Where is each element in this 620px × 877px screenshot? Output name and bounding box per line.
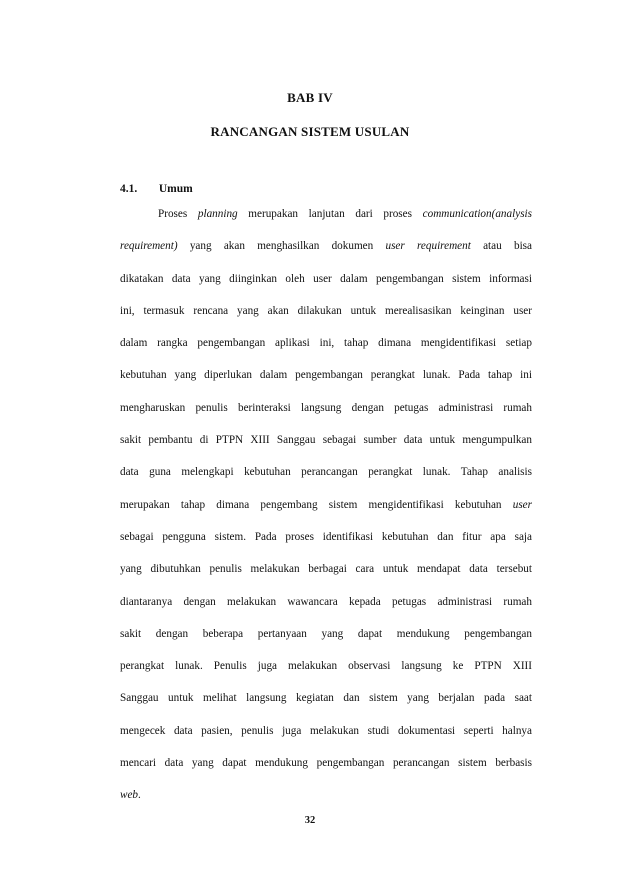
text-line: [120, 336, 532, 368]
text-run: atau bisa: [470, 240, 532, 253]
text-line: [120, 530, 532, 562]
italic-term: user: [512, 498, 532, 511]
text-line: [120, 659, 532, 691]
text-line: [120, 433, 532, 465]
italic-term: user requirement: [385, 240, 471, 253]
text-line: [120, 627, 532, 659]
section-number: 4.1.: [120, 183, 138, 195]
text-line: [120, 756, 532, 788]
section-title: Umum: [158, 183, 193, 195]
chapter-title: RANCANGAN SISTEM USULAN: [210, 124, 410, 139]
text-run: dikatakan data yang diinginkan oleh user dalam pengembangan sistem informasi: [120, 272, 532, 285]
text-run: Sanggau untuk melihat langsung kegiatan dan sistem yang berjalan pada saat: [120, 692, 532, 705]
text-run: data guna melengkapi kebutuhan perancangan perangkat lunak. Tahap analisis: [120, 466, 532, 479]
text-run: mencari data yang dapat mendukung pengembangan perancangan sistem berbasis: [120, 757, 532, 770]
text-line: [120, 368, 532, 400]
text-line: [120, 724, 532, 756]
text-run: sakit pembantu di PTPN XIII Sanggau sebagai sumber data untuk mengumpulkan: [120, 434, 532, 447]
text-run: mengharuskan penulis berinteraksi langsung dengan petugas administrasi rumah: [120, 401, 532, 414]
text-line: [120, 595, 532, 627]
text-run: Proses: [158, 208, 198, 220]
text-run: diantaranya dengan melakukan wawancara kepada petugas administrasi rumah: [120, 595, 532, 608]
italic-term: planning: [197, 208, 238, 220]
italic-term: web: [120, 789, 139, 802]
text-run: sakit dengan beberapa pertanyaan yang dapat mendukung pengembangan: [120, 627, 532, 640]
italic-term: communication(analysis: [422, 208, 533, 220]
text-line: [120, 304, 532, 336]
text-run: dalam rangka pengembangan aplikasi ini, tahap dimana mengidentifikasi setiap: [120, 337, 532, 350]
text-line: [120, 691, 532, 723]
text-line: [120, 562, 532, 594]
text-line: [120, 401, 532, 433]
text-line: [120, 498, 532, 530]
text-line: [120, 207, 532, 239]
chapter-number: BAB IV: [287, 90, 333, 105]
text-run: mengecek data pasien, penulis juga melakukan studi dokumentasi seperti halnya: [120, 724, 532, 737]
text-run: ini, termasuk rencana yang akan dilakukan untuk merealisasikan keinginan user: [120, 304, 532, 317]
section-heading: [120, 183, 193, 195]
text-line: [120, 239, 532, 271]
text-run: sebagai pengguna sistem. Pada proses identifikasi kebutuhan dan fitur apa saja: [120, 530, 532, 543]
text-run: merupakan lanjutan dari proses: [237, 208, 423, 220]
text-run: perangkat lunak. Penulis juga melakukan observasi langsung ke PTPN XIII: [120, 660, 532, 673]
text-run: kebutuhan yang diperlukan dalam pengembangan perangkat lunak. Pada tahap ini: [120, 369, 532, 382]
body-paragraph: [120, 207, 532, 821]
text-line: [120, 465, 532, 497]
text-line: [120, 272, 532, 304]
text-run: merupakan tahap dimana pengembang sistem mengidentifikasi kebutuhan: [120, 498, 513, 511]
page-number: 32: [304, 815, 316, 826]
italic-term: requirement): [120, 240, 178, 253]
text-run: yang dibutuhkan penulis melakukan berbagai cara untuk mendapat data tersebut: [120, 563, 532, 576]
text-run: .: [138, 789, 141, 802]
text-run: yang akan menghasilkan dokumen: [177, 240, 386, 253]
